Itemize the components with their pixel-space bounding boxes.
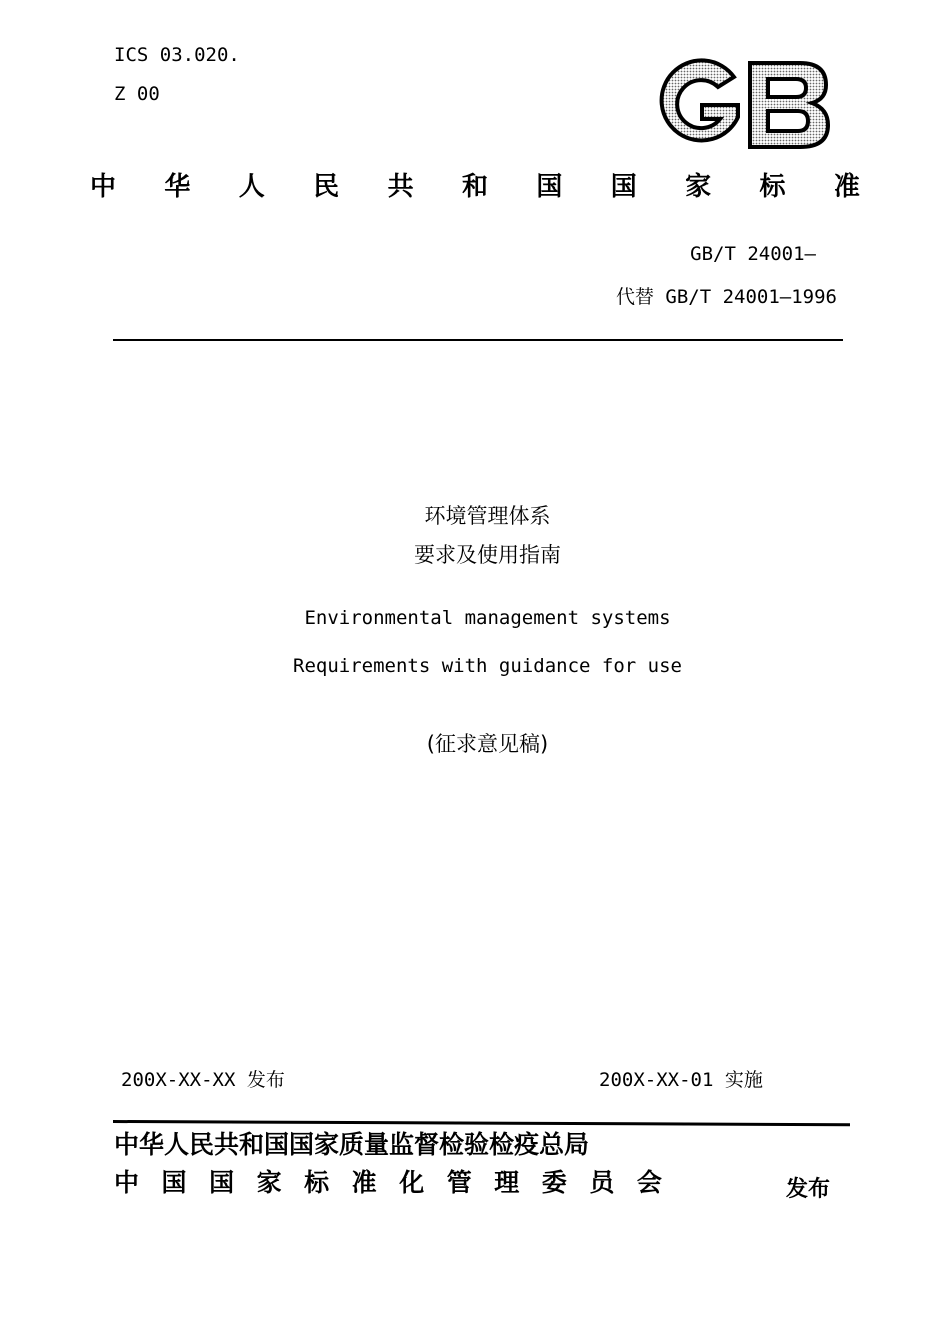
issuer-char: 化 xyxy=(399,1168,425,1197)
ics-code: ICS 03.020. xyxy=(114,44,240,66)
heading-char: 国 xyxy=(536,172,563,202)
issuer-char: 国 xyxy=(209,1168,235,1197)
heading-char: 共 xyxy=(387,172,414,202)
draft-note: (征求意见稿) xyxy=(426,732,549,756)
issuer-char: 标 xyxy=(304,1168,330,1197)
heading-char: 民 xyxy=(313,172,340,202)
issuer-char: 中 xyxy=(114,1168,140,1197)
title-chinese-line1: 环境管理体系 xyxy=(424,504,551,528)
title-english-line1: Environmental management systems xyxy=(304,607,671,629)
standard-number: GB/T 24001— xyxy=(690,243,816,265)
heading-char: 家 xyxy=(685,172,712,202)
heading-char: 准 xyxy=(833,172,860,202)
issuer-char: 委 xyxy=(541,1168,567,1197)
issuer-char: 员 xyxy=(589,1168,615,1197)
title-english-line2: Requirements with guidance for use xyxy=(293,655,682,677)
heading-char: 和 xyxy=(461,172,488,202)
issuer-char: 准 xyxy=(351,1168,377,1197)
header-divider xyxy=(113,339,843,341)
issuer-char: 家 xyxy=(256,1168,282,1197)
issuer-char: 会 xyxy=(636,1168,662,1197)
issuer-char: 管 xyxy=(446,1168,472,1197)
implementation-date: 200X-XX-01 实施 xyxy=(599,1069,763,1091)
heading-char: 标 xyxy=(759,172,786,202)
issuer-char: 理 xyxy=(494,1168,520,1197)
national-standard-heading xyxy=(90,166,860,203)
issuer-sac xyxy=(114,1163,662,1199)
heading-char: 华 xyxy=(164,172,191,202)
publish-label: 发布 xyxy=(786,1177,831,1202)
issuer-char: 国 xyxy=(161,1168,187,1197)
issue-date: 200X-XX-XX 发布 xyxy=(121,1069,285,1091)
heading-char: 中 xyxy=(90,172,117,202)
heading-char: 人 xyxy=(238,172,265,202)
heading-char: 国 xyxy=(610,172,637,202)
issuer-aqsiq: 中华人民共和国国家质量监督检验检疫总局 xyxy=(114,1130,590,1159)
gb-logo xyxy=(650,55,830,153)
replaces-standard: 代替 GB/T 24001—1996 xyxy=(615,286,837,308)
title-chinese-line2: 要求及使用指南 xyxy=(414,543,561,567)
ccs-code: Z 00 xyxy=(114,83,160,105)
